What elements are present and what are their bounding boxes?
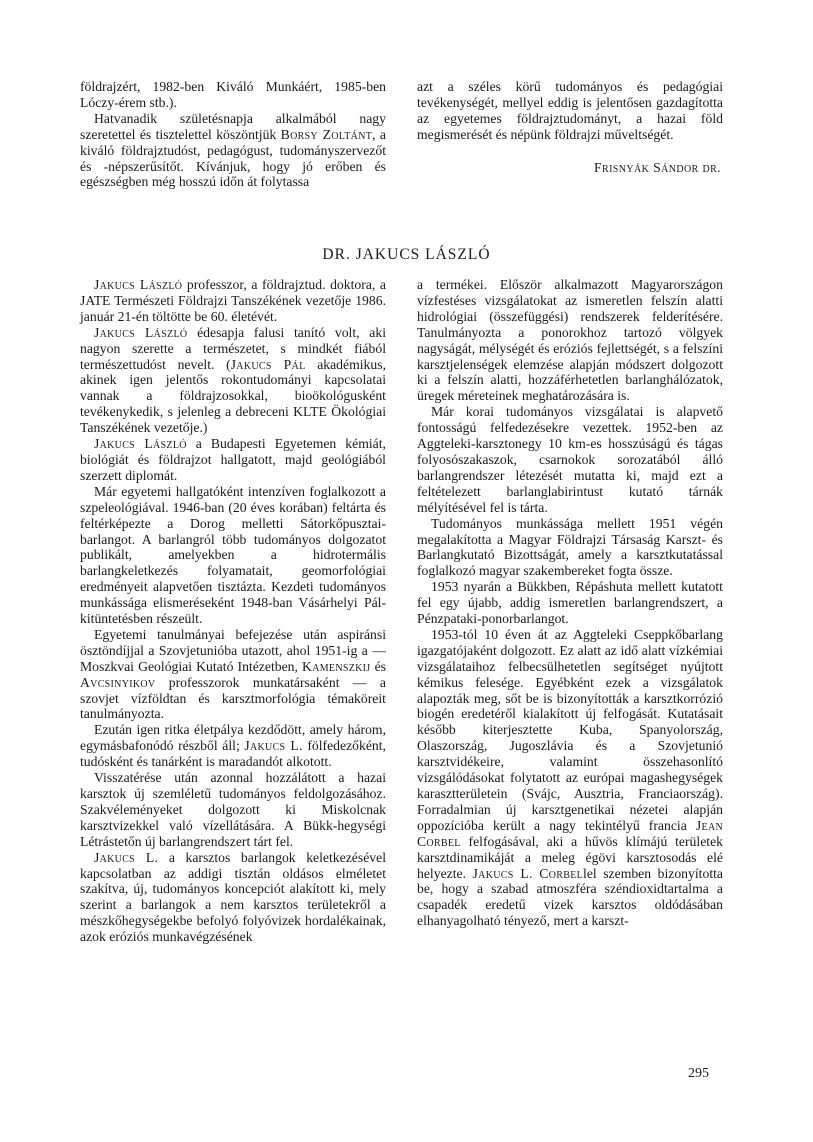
paragraph: Már korai tudományos vizsgálatai is alapvető fontosságú felfedezésekre vezettek. 1952-ben az Aggteleki-karsztonegy 10 km-es hosszúságú és tágas folyosószakaszok, csarnokok sorozatából álló barlangrendszer létezését mutatta ki, majd ezt a feltételezett barlanglabirintust kutató tárnák mélyítésével fel is tárta. bbox=[417, 404, 723, 515]
paragraph bbox=[80, 436, 386, 484]
text-run: Ezután igen ritka életpálya kezdődött, amely három, egymásbafonódó részből áll; bbox=[80, 722, 386, 754]
person-name: Jean Corbel bbox=[417, 817, 723, 849]
paragraph: 1953 nyarán a Bükkben, Répáshuta mellett kutatott fel egy újabb, addig ismeretlen barlangrendszert, a Pénzpataki-ponorbarlangot. bbox=[417, 579, 723, 627]
paragraph: Visszatérése után azonnal hozzálátott a hazai karsztok új szemléletű tudományos feldolgozásához. Szakvéleményeket dolgozott ki Miskolcnak karsztvizekkel való vízellátására. A Bükk-hegységi Létrástetőn új barlangrendszert tárt fel. bbox=[80, 770, 386, 849]
person-name: Corbel bbox=[539, 865, 584, 881]
text-run: Hatvanadik születésnapja alkalmából nagy szeretettel és tisztelettel köszöntjük bbox=[80, 110, 386, 142]
paragraph bbox=[417, 627, 723, 929]
person-name: Jakucs L. bbox=[472, 865, 533, 881]
paragraph bbox=[80, 850, 386, 945]
person-name: Jakucs L. bbox=[94, 849, 159, 865]
person-name: Jakucs László bbox=[94, 277, 183, 292]
text-run: fölfedezőként, tudósként és tanárként is maradandót alkotott. bbox=[80, 738, 386, 770]
paragraph: Tudományos munkássága mellett 1951 végén megalakította a Magyar Földrajzi Társaság Karszt- és Barlangkutató Bizottságát, amely a karsztkutatással foglalkozó magyar szakembereket fogta össze. bbox=[417, 515, 723, 579]
page-number: 295 bbox=[688, 1066, 709, 1081]
text-run: lel szemben bizonyította be, hogy a szabad atmoszféra széndioxidtartalma a csapadék eredetű vizek karsztos oldódásában elhanyagolható tényező, mert a karszt- bbox=[417, 865, 723, 929]
text-run: a Budapesti Egyetemen kémiát, biológiát és földrajzot hallgatott, majd geológiából szerzett diplomát. bbox=[80, 436, 386, 483]
text-run: a karsztos barlangok keletkezésével kapcsolatban az addigi tisztán oldásos elméletet szakítva, új, tudományos koncepciót alakított ki, mely szerint a barlangok a nem karsztos területekről a mészkőhegységekbe befolyó folyóvizek hordalékainak, azok eróziós munkavégzésének bbox=[80, 849, 386, 945]
person-name: Borsy Zoltánt bbox=[280, 126, 373, 142]
text-run: Egyetemi tanulmányai befejezése után aspiránsi ösztöndíjjal a Szovjetunióba utazott, ahol 1951-ig a — Moszkvai Geológiai Kutató Intézetben, bbox=[80, 626, 386, 674]
left-column bbox=[80, 277, 386, 945]
author-signature: Frisnyák Sándor dr. bbox=[594, 159, 721, 175]
paragraph bbox=[80, 277, 386, 325]
text-run: édesapja falusi tanító volt, aki nagyon szerette a természetet, s mindkét fiából természettudóst nevelt. ( bbox=[80, 324, 386, 372]
person-name: Avcsinyikov bbox=[80, 674, 156, 690]
text-run: 1953-tól 10 éven át az Aggteleki Cseppkőbarlang igazgatójaként dolgozott. Ez alatt az idő alatt vízkémiai vizsgálataihoz felbecsülhetetlen segítséget nyújtott kémikus felesége. Egyébként ezek a vizsgálatok alapozták meg, sőt be is bizonyították a karsztkorrózió biogén eredetéről kialakított új felfogását. Kutatásait később kiterjesztette Kuba, Spanyolország, Olaszország, Jugoszlávia és a Szovjetunió karsztvidékeire, valamint összehasonlító vizsgálódásokat folytatott az európai magashegységek karasztterületein (Svájc, Ausztria, Franciaország). Forradalmian új karsztgenetikai nézetei alapján oppozícióba került a nagy tekintélyű francia bbox=[417, 626, 723, 833]
paragraph bbox=[80, 325, 386, 436]
text-run: felfogásával, aki a hűvös klímájú területek karsztdinamikáját a meleg égövi karsztosodás elé helyezte. bbox=[417, 833, 723, 881]
top-left-column bbox=[80, 79, 386, 190]
article-title: DR. JAKUCS LÁSZLÓ bbox=[322, 246, 491, 263]
text-run: professzor, a földrajztud. doktora, a JATE Természeti Földrajzi Tanszékének vezetője 1986. január 21-én töltötte be 60. életévét. bbox=[80, 277, 386, 324]
paragraph: azt a széles körű tudományos és pedagógiai tevékenységét, mellyel eddig is jelentősen gazdagította az egyetemes földrajztudományt, a hazai föld megismerését és népünk földrajzi műveltségét. bbox=[417, 79, 723, 142]
person-name: Jakucs Pál bbox=[230, 356, 306, 372]
paragraph: Már egyetemi hallgatóként intenzíven foglalkozott a szpeleológiával. 1946-ban (20 éves korában) feltárta és feltérképezte a Dorog melletti Sátorkőpusztai-barlangot. A barlangról több tudományos dolgozatot publikált, amelyekben a hidrotermális barlangkeletkezés folyamatait, geomorfológiai eredményeit alapvetően tisztázta. Kezdeti tudományos munkássága elismeréseként 1948-ban Vásárhelyi Pál-kitüntetésben részeült. bbox=[80, 483, 386, 627]
text-run: akadémikus, akinek igen jelentős rokontudományi kapcsolatai vannak a földrajzosokkal, bioökológusként tevékenykedik, s jelenleg a debreceni KLTE Ökológiai Tanszékének vezetője.) bbox=[80, 356, 386, 436]
person-name: Kamenszkij bbox=[302, 658, 371, 674]
text-run: és bbox=[370, 658, 386, 674]
paragraph: földrajzért, 1982-ben Kiváló Munkáért, 1985-ben Lóczy-érem stb.). bbox=[80, 79, 386, 110]
paragraph bbox=[80, 627, 386, 722]
text-run: , a kiváló földrajztudóst, pedagógust, tudományszervezőt és -népszerűsítőt. Kívánjuk, hogy jó erőben és egészségben még hosszú időn át folytassa bbox=[80, 126, 386, 190]
paragraph bbox=[80, 722, 386, 770]
paragraph: a termékei. Először alkalmazott Magyarországon vízfestéses vizsgálatokat az ismeretlen felszín alatti hidrológiai (összefüggési) rendszerek felderítésére. Tanulmányozta a ponorokhoz tartozó völgyek nagyságát, mélységét és eróziós fejlettségét, s a felszíni karsztjelenségek elemzése alapján módszert dolgozott ki a felszín alatti, hozzáférhetetlen barlanghálózatok, üregek méreteinek meghatározására is. bbox=[417, 277, 723, 404]
top-right-column bbox=[417, 79, 723, 176]
person-name: Jakucs L. bbox=[244, 738, 303, 754]
person-name: Jakucs László bbox=[94, 324, 188, 340]
right-column bbox=[417, 277, 723, 929]
person-name: Jakucs László bbox=[94, 436, 187, 452]
paragraph bbox=[80, 111, 386, 191]
text-run: professzorok munkatársaként — a szovjet vízföldtan és karsztmorfológia témaköreit tanulmányozta. bbox=[80, 674, 386, 722]
